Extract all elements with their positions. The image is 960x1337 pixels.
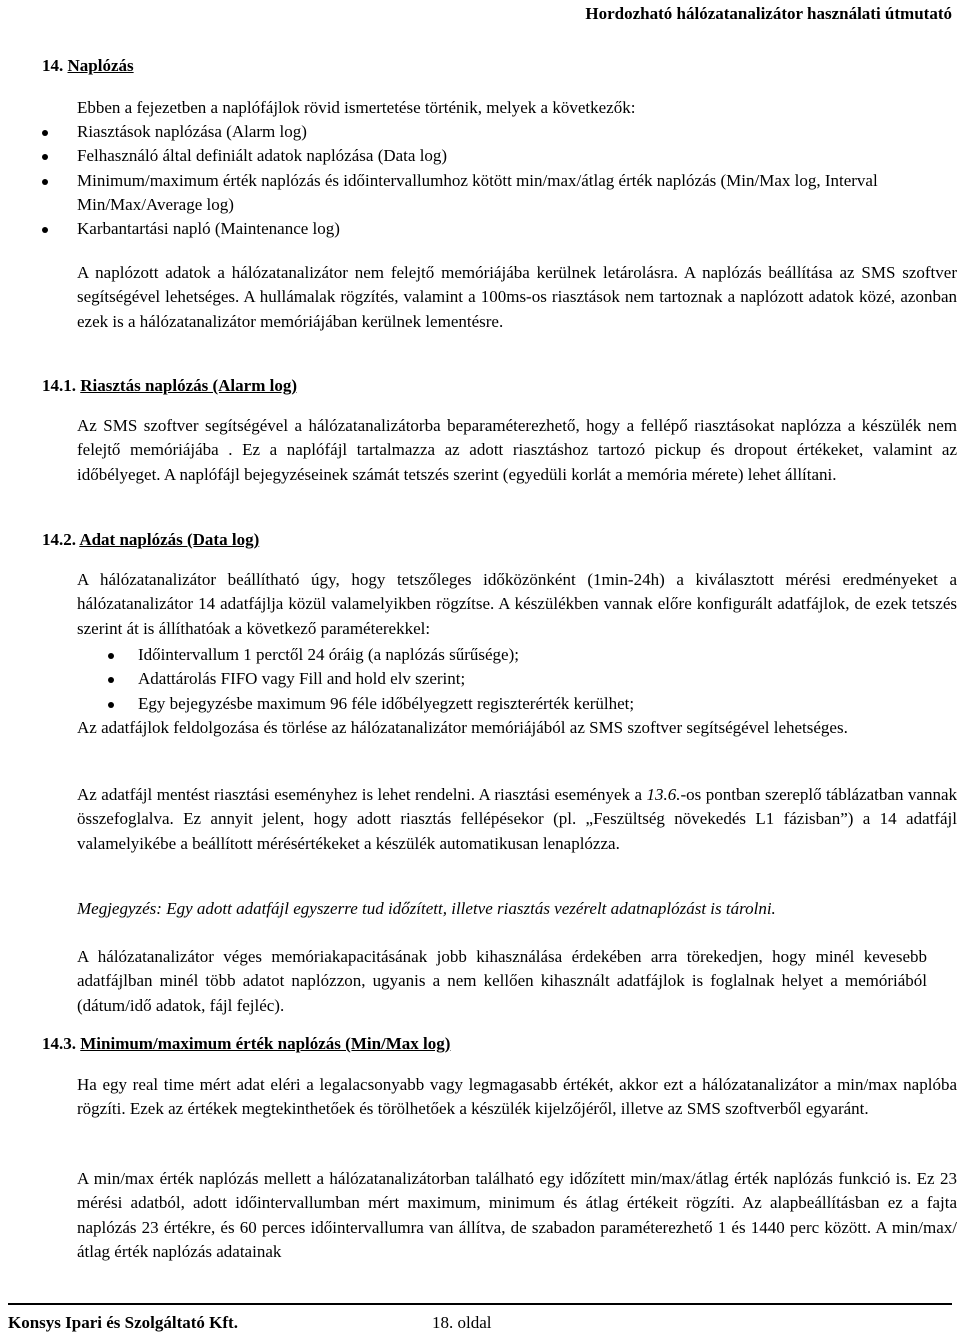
paragraph: A hálózatanalizátor beállítható úgy, hogy tetszőleges időközönként (1min-24h) a kiválasztott mérési eredményeket a hálózatanalizátor 14 adatfájlja közül valamelyikben rögzítse. A készülékben vannak előre konfigurált adatfájlok, de ezek tetszés szerint át is állíthatóak a következő paraméterekkel: [77,570,957,638]
section-number: 14.2. [42,530,76,549]
note: Megjegyzés: Egy adott adatfájl egyszerre tud időzített, illetve riasztás vezérelt adatnaplózást is tárolni. [77,899,776,918]
running-header: Hordozható hálózatanalizátor használati útmutató [585,4,952,23]
intro-text: Ebben a fejezetben a naplófájlok rövid ismertetése történik, melyek a következők: [77,98,636,117]
bullet-icon [108,677,114,683]
paragraph: A naplózott adatok a hálózatanalizátor nem felejtő memóriájába kerülnek letárolásra. A naplózás beállítása az SMS szoftver segítségével lehetséges. A hullámalak rögzítés, valamint a 100ms-os riasztások nem tartoznak a naplózott adatok közé, azonban ezek is a hálózatanalizátor memóriájában kerülnek lementésre. [77,263,957,331]
footer-divider [8,1303,952,1305]
list-item: Felhasználó által definiált adatok naplózása (Data log) [42,144,937,168]
section-title: Adat naplózás (Data log) [79,530,260,549]
bullet-icon [108,653,114,659]
parameters-list [108,643,908,716]
bullet-icon [42,130,48,136]
footer-company: Konsys Ipari és Szolgáltató Kft. [8,1313,238,1332]
log-types-list [42,120,937,241]
bullet-icon [42,179,48,185]
paragraph: Az SMS szoftver segítségével a hálózatanalizátorba beparaméterezhető, hogy a fellépő riasztásokat naplózza a készülék nem felejtő memóriájába . Ez a naplófájl tartalmazza az adott riasztáshoz tartozó pickup és dropout értékeket, valamint az időbélyeget. A naplófájl bejegyzéseinek számát tetszés szerint (egyedüli korlát a memória mérete) lehet állítani. [77,416,957,484]
bullet-icon [42,154,48,160]
section-number: 14. [42,56,64,75]
paragraph: Az adatfájlok feldolgozása és törlése az hálózatanalizátor memóriájából az SMS szoftver segítségével lehetséges. [77,718,848,737]
list-item: Időintervallum 1 perctől 24 óráig (a naplózás sűrűsége); [108,643,908,667]
section-heading-14-3 [42,1033,450,1055]
paragraph: Az adatfájl mentést riasztási eseményhez is lehet rendelni. A riasztási események a 13.6.-os pontban szereplő táblázatban vannak összefoglalva. Ez annyit jelent, hogy adott riasztás fellépésekor (pl. „Feszültség növekedés L1 fázisban”) a 14 adatfájl valamelyikébe a beállított mérésértékeket a készülék automatikusan lenaplózza. [77,785,958,853]
section-number: 14.3. [42,1034,76,1053]
section-heading-14-2 [42,529,259,551]
list-item: Minimum/maximum érték naplózás és időintervallumhoz kötött min/max/átlag érték naplózás (Min/Max log, Interval Min/Max/Average log) [42,169,937,218]
section-title: Riasztás naplózás (Alarm log) [80,376,297,395]
section-title: Naplózás [67,56,134,75]
section-number: 14.1. [42,376,76,395]
list-item: Riasztások naplózása (Alarm log) [42,120,937,144]
paragraph: A min/max érték naplózás mellett a hálózatanalizátorban található egy időzített min/max/átlag érték naplózás funkció is. Ez 23 mérési adatból, adott időintervallumban mért maximum, minimum és átlag értékeit rögzíti. Az alapbeállításban ez a fajta naplózás 23 értékre, és 60 perces időintervallumra van állítva, de szabadon paraméterezhető 1 és 1440 perc között. A min/max/átlag érték naplózás adatainak [77,1169,957,1261]
list-item: Egy bejegyzésbe maximum 96 féle időbélyegzett regiszterérték kerülhet; [108,692,908,716]
list-item: Karbantartási napló (Maintenance log) [42,217,937,241]
bullet-icon [42,227,48,233]
section-reference: 13.6. [646,785,681,804]
section-heading-14 [42,55,134,77]
page-number: 18. oldal [432,1313,492,1332]
section-heading-14-1 [42,375,297,397]
paragraph: A hálózatanalizátor véges memóriakapacitásának jobb kihasználása érdekében arra törekedjen, hogy minél kevesebb adatfájlban minél több adatot naplózzon, ugyanis a nem kellően kihasznált adatfájlok is foglalnak helyet a memóriából (dátum/idő adatok, fájl fejléc). [77,947,927,1015]
section-title: Minimum/maximum érték naplózás (Min/Max log) [80,1034,451,1053]
list-item: Adattárolás FIFO vagy Fill and hold elv szerint; [108,667,908,691]
bullet-icon [108,702,114,708]
paragraph: Ha egy real time mért adat eléri a legalacsonyabb vagy legmagasabb értékét, akkor ezt a hálózatanalizátor a min/max naplóba rögzíti. Ezek az értékek megtekinthetőek és törölhetőek a készülék kijelzőjéről, illetve az SMS szoftverből egyaránt. [77,1075,957,1119]
